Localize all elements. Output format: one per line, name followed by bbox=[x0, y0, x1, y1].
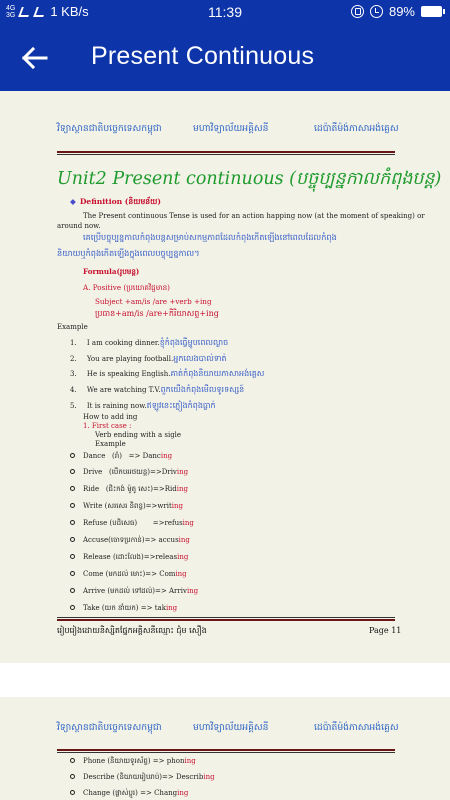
verb-base: Release bbox=[83, 553, 111, 561]
positive-formula-en: Subject +am/is /are +verb +ing bbox=[95, 297, 212, 306]
verb-stem: Describ bbox=[176, 773, 204, 781]
example-text: He is speaking English. bbox=[86, 370, 171, 378]
footer-rule-thin bbox=[57, 617, 395, 618]
net-speed: 1 KB/s bbox=[50, 4, 89, 19]
verb-stem: Arriv bbox=[168, 587, 187, 595]
network-bottom-label: 3G bbox=[6, 11, 16, 19]
verb-suffix: ing bbox=[177, 553, 189, 561]
bullet-circle-icon bbox=[70, 571, 75, 576]
verb-arrow: => bbox=[128, 452, 141, 460]
header-faculty: មហាវិទ្យាល័យអគ្គិសនី bbox=[193, 722, 269, 733]
bullet-circle-icon bbox=[70, 758, 75, 763]
definition-heading-text: Definition (និយមន័យ) bbox=[79, 197, 161, 206]
verb-khmer: (ដោះលែង) bbox=[112, 553, 144, 561]
positive-label: A. Positive (ប្រយោគវិជ្ជមាន) bbox=[83, 283, 170, 292]
verb-khmer: (ផ្លាស់ប្តូរ) bbox=[112, 789, 138, 797]
verb-arrow: => bbox=[152, 757, 165, 765]
bullet-circle-icon bbox=[70, 774, 75, 779]
verb-base: Describe bbox=[83, 773, 115, 781]
verb-khmer: (យក នាំយក) bbox=[101, 604, 139, 612]
verb-suffix: ing bbox=[165, 604, 178, 612]
example-number: 4. bbox=[70, 386, 77, 394]
footer-rule bbox=[57, 619, 395, 621]
bullet-circle-icon bbox=[70, 469, 75, 474]
header-rule bbox=[57, 151, 395, 153]
verb-khmer: (រាំ) bbox=[112, 452, 122, 460]
bullet-circle-icon bbox=[70, 790, 75, 795]
verb-arrow: => bbox=[140, 604, 153, 612]
verb-base: Refuse bbox=[83, 519, 108, 527]
bullet-diamond-icon: ◆ bbox=[70, 197, 76, 206]
definition-khmer-2: និយាយឬកំពុងកើតឡើងក្នុងពេលបច្ចុប្បន្នកាល។ bbox=[57, 248, 200, 258]
verb-stem: refus bbox=[164, 519, 183, 527]
verb-stem: tak bbox=[154, 604, 166, 612]
page-header bbox=[0, 722, 450, 736]
formula-heading: Formula(រូបមន្ត) bbox=[83, 267, 140, 276]
example-item bbox=[70, 368, 264, 380]
example-khmer: អ្នកលេងបាល់ទាត់ bbox=[173, 354, 227, 363]
verb-arrow: => bbox=[145, 502, 158, 510]
verb-stem: Rid bbox=[164, 485, 177, 493]
verb-khmer: (ជិះកង់ ម៉ូតូ សេះ) bbox=[105, 485, 153, 493]
verb-suffix: ing bbox=[171, 502, 184, 510]
how-to-add-heading: How to add ing bbox=[83, 413, 138, 421]
verb-arrow: => bbox=[162, 773, 174, 781]
verb-item bbox=[70, 468, 188, 478]
example-number: 2. bbox=[70, 355, 77, 363]
verb-suffix: ing bbox=[176, 485, 188, 493]
example-khmer: ឥឡូវនេះភ្លៀងកំពុងធ្លាក់ bbox=[146, 401, 216, 410]
first-case-desc: Verb ending with a sigle bbox=[95, 431, 182, 439]
example-item bbox=[70, 400, 216, 412]
verb-suffix: ing bbox=[203, 773, 215, 781]
document-page-12 bbox=[0, 697, 450, 800]
verb-arrow: => bbox=[153, 485, 165, 493]
header-institute: វិទ្យាស្ថានជាតិបច្ចេកទេសកម្ពុជា bbox=[57, 123, 162, 134]
back-button[interactable] bbox=[14, 38, 54, 78]
verb-item bbox=[70, 536, 190, 546]
verb-suffix: ing bbox=[175, 570, 187, 578]
verb-item bbox=[70, 757, 196, 767]
header-institute: វិទ្យាស្ថានជាតិបច្ចេកទេសកម្ពុជា bbox=[57, 722, 162, 733]
verb-khmer: (សរសេរ និពន្ធ) bbox=[104, 502, 146, 510]
bullet-circle-icon bbox=[70, 503, 75, 508]
verb-item bbox=[70, 789, 188, 799]
example-text: It is raining now. bbox=[86, 402, 147, 410]
first-case-label: 1. First case : bbox=[83, 422, 132, 430]
verb-khmer: (មកដល់ ទៅដល់) bbox=[107, 587, 156, 595]
definition-heading bbox=[70, 197, 161, 208]
verb-base: Drive bbox=[83, 468, 103, 476]
verb-item bbox=[70, 587, 198, 597]
verb-khmer: (និយាយទូរស័ព្ទ) bbox=[107, 757, 151, 765]
alarm-icon bbox=[370, 5, 383, 18]
verb-suffix: ing bbox=[182, 519, 194, 527]
verb-suffix: ing bbox=[176, 468, 189, 476]
example-khmer: ពួកយើងកំពុងមើលទូរទស្សន៍ bbox=[160, 385, 245, 394]
arrow-left-icon bbox=[14, 38, 54, 78]
verb-stem: accus bbox=[158, 536, 179, 544]
verb-stem: releas bbox=[155, 553, 178, 561]
verb-khmer: (បដិសេធ) bbox=[109, 519, 138, 527]
bullet-circle-icon bbox=[70, 453, 75, 458]
verb-suffix: ing bbox=[186, 587, 199, 595]
header-rule bbox=[57, 749, 395, 751]
verb-base: Accuse bbox=[83, 536, 109, 544]
example-khmer: ខ្ញុំកំពុងធ្វើម្ហូបពេលល្ងាច bbox=[159, 338, 229, 347]
unit-title: Unit2 Present continuous (បច្ចុប្បន្នកាលកំពុងបន្ត) bbox=[57, 169, 442, 189]
verb-suffix: ing bbox=[178, 536, 190, 544]
positive-formula-kh: ប្រធាន+am/is /are+កិរិយាសព្ទ+ing bbox=[95, 309, 219, 318]
example-item bbox=[70, 353, 227, 365]
verb-item bbox=[70, 553, 188, 563]
document-page-11 bbox=[0, 91, 450, 663]
verb-suffix: ing bbox=[160, 452, 173, 460]
header-department: ដេប៉ាតឺម៉ង់ភាសាអង់គ្លេស bbox=[314, 123, 399, 134]
page-title: Present Continuous bbox=[91, 42, 315, 70]
example-item bbox=[70, 337, 228, 349]
bullet-circle-icon bbox=[70, 605, 75, 610]
battery-percent: 89% bbox=[388, 4, 415, 19]
verb-stem: Com bbox=[159, 570, 176, 578]
lock-rotation-icon bbox=[351, 5, 364, 18]
verb-base: Take bbox=[83, 604, 100, 612]
bullet-circle-icon bbox=[70, 588, 75, 593]
bullet-circle-icon bbox=[70, 554, 75, 559]
verb-stem: writ bbox=[157, 502, 172, 510]
bullet-circle-icon bbox=[70, 537, 75, 542]
verb-base: Come bbox=[83, 570, 104, 578]
verb-item bbox=[70, 773, 215, 783]
example-number: 5. bbox=[70, 402, 77, 410]
verb-arrow: => bbox=[145, 570, 157, 578]
definition-khmer-1: គេប្រើបច្ចុប្បន្នកាលកំពុងបន្តសម្រាប់សកម្មភាពដែលកំពុងកើតឡើងនៅពេលដែលកំពុង bbox=[83, 232, 337, 242]
verb-stem: phon bbox=[166, 757, 185, 765]
bullet-circle-icon bbox=[70, 520, 75, 525]
verb-item bbox=[70, 570, 187, 580]
verb-arrow: => bbox=[150, 468, 162, 476]
definition-text-1: The Present continuous Tense is used for an action happing now (at the moment of speaking) or bbox=[83, 212, 425, 220]
example-number: 3. bbox=[70, 370, 77, 378]
verb-item bbox=[70, 485, 188, 495]
battery-icon bbox=[421, 6, 442, 17]
header-department: ដេប៉ាតឺម៉ង់ភាសាអង់គ្លេស bbox=[314, 722, 399, 733]
verb-item bbox=[70, 519, 194, 529]
verb-item bbox=[70, 502, 183, 512]
verb-stem: Danc bbox=[142, 452, 161, 460]
verb-stem: Chang bbox=[154, 789, 178, 797]
verb-arrow: => bbox=[155, 587, 167, 595]
verb-item bbox=[70, 452, 172, 462]
verb-khmer: (និយាយរៀបរាប់) bbox=[116, 773, 163, 781]
first-case-example: Example bbox=[95, 440, 126, 448]
clock: 11:39 bbox=[208, 4, 242, 20]
app-bar bbox=[0, 24, 450, 91]
verb-khmer: (មកដល់ មោះ) bbox=[105, 570, 146, 578]
verb-khmer: (បើកបររថយន្ត) bbox=[108, 468, 150, 476]
header-faculty: មហាវិទ្យាល័យអគ្គិសនី bbox=[193, 123, 269, 134]
example-text: You are playing football. bbox=[86, 355, 174, 363]
status-bar bbox=[0, 0, 450, 24]
verb-item bbox=[70, 604, 177, 614]
verb-base: Dance bbox=[83, 452, 106, 460]
example-item bbox=[70, 384, 244, 396]
header-rule-thin bbox=[57, 752, 395, 753]
verb-stem: Driv bbox=[161, 468, 177, 476]
example-number: 1. bbox=[70, 339, 77, 347]
verb-suffix: ing bbox=[184, 757, 196, 765]
verb-khmer: (ចោទប្រកាន់) bbox=[108, 536, 145, 544]
verb-arrow: => bbox=[143, 553, 156, 561]
example-text: We are watching T.V. bbox=[86, 386, 161, 394]
verb-base: Change bbox=[83, 789, 111, 797]
system-indicators bbox=[351, 4, 442, 19]
verb-arrow: => bbox=[144, 536, 157, 544]
verb-arrow: => bbox=[152, 519, 165, 527]
header-rule-thin bbox=[57, 154, 395, 155]
network-top-label: 4G bbox=[6, 4, 16, 12]
document-viewer[interactable] bbox=[0, 91, 450, 800]
verb-suffix: ing bbox=[177, 789, 189, 797]
page-number: Page 11 bbox=[369, 626, 402, 635]
verb-base: Phone bbox=[83, 757, 106, 765]
verb-base: Arrive bbox=[83, 587, 106, 595]
verb-arrow: => bbox=[140, 789, 152, 797]
footer-author: រៀបរៀងដោយនិស្សិតផ្នែកអគ្គិសនីឈ្មោះ ជុំម សឿង bbox=[57, 626, 207, 635]
example-khmer: គាត់កំពុងនិយាយភាសាអង់គ្លេស bbox=[170, 369, 265, 378]
bullet-circle-icon bbox=[70, 486, 75, 491]
verb-base: Write bbox=[83, 502, 103, 510]
example-label: Example bbox=[57, 323, 88, 331]
definition-text-2: around now. bbox=[57, 222, 101, 230]
verb-base: Ride bbox=[83, 485, 100, 493]
page-header bbox=[0, 123, 450, 137]
example-text: I am cooking dinner. bbox=[86, 339, 160, 347]
